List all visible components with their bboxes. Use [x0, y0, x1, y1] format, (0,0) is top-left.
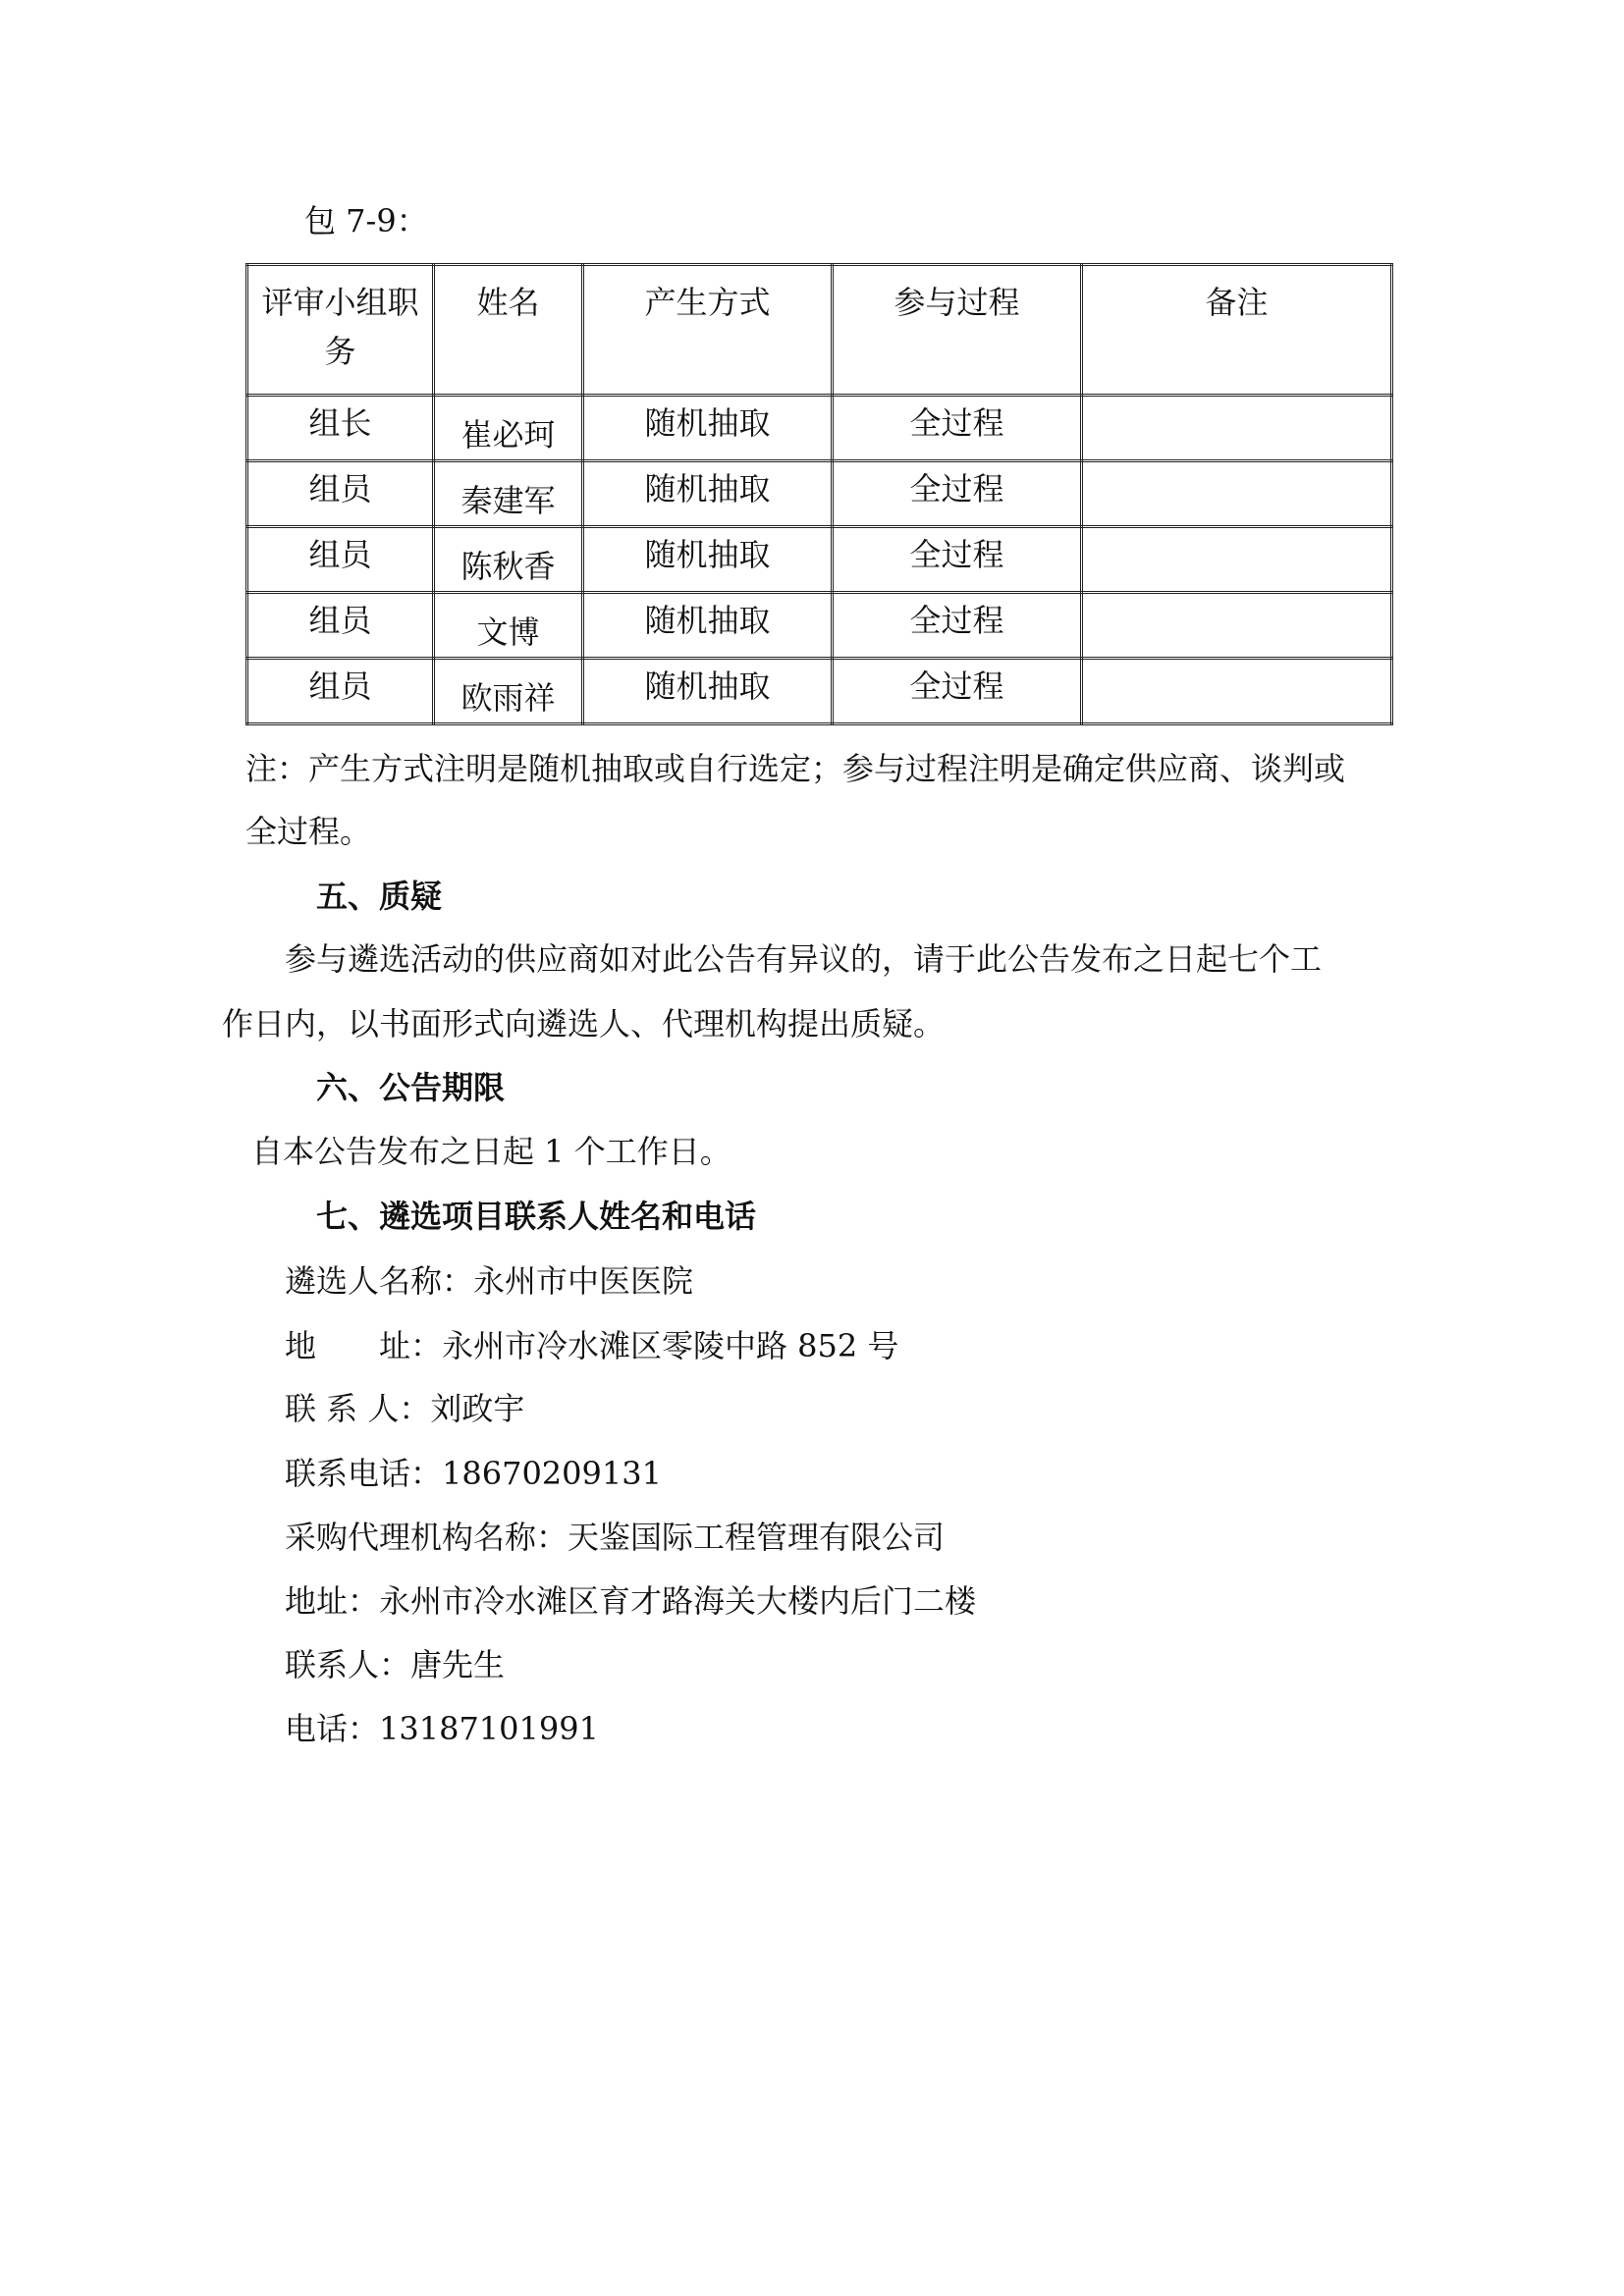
table-note-line-1: 注：产生方式注明是随机抽取或自行选定；参与过程注明是确定供应商、谈判或	[245, 750, 1346, 787]
section-5-line-2: 作日内，以书面形式向遴选人、代理机构提出质疑。	[222, 1005, 946, 1042]
cell-role: 组员	[247, 527, 434, 593]
header-name: 姓名	[434, 265, 583, 396]
contact-agency-name: 采购代理机构名称：天鉴国际工程管理有限公司	[285, 1519, 946, 1556]
contact-selector-name: 遴选人名称：永州市中医医院	[285, 1262, 694, 1300]
section-7-heading: 七、遴选项目联系人姓名和电话	[316, 1198, 757, 1235]
cell-name: 秦建军	[434, 461, 583, 527]
cell-name: 欧雨祥	[434, 659, 583, 724]
cell-remark	[1082, 659, 1392, 724]
section-5-line-1: 参与遴选活动的供应商如对此公告有异议的，请于此公告发布之日起七个工	[285, 940, 1323, 978]
cell-role: 组长	[247, 396, 434, 461]
contact-agency-address: 地址：永州市冷水滩区育才路海关大楼内后门二楼	[285, 1582, 977, 1620]
cell-method: 随机抽取	[583, 396, 833, 461]
table-row	[247, 659, 1392, 724]
cell-process: 全过程	[833, 593, 1082, 659]
cell-remark	[1082, 527, 1392, 593]
cell-method: 随机抽取	[583, 461, 833, 527]
cell-remark	[1082, 461, 1392, 527]
section-6-text: 自本公告发布之日起 1 个工作日。	[251, 1133, 731, 1170]
header-role: 评审小组职务	[247, 265, 434, 396]
cell-method: 随机抽取	[583, 527, 833, 593]
table-row	[247, 593, 1392, 659]
cell-name: 陈秋香	[434, 527, 583, 593]
contact-agency-person: 联系人：唐先生	[285, 1646, 506, 1683]
cell-name: 崔必珂	[434, 396, 583, 461]
review-panel-table	[245, 263, 1393, 725]
header-remark: 备注	[1082, 265, 1392, 396]
table-row	[247, 396, 1392, 461]
cell-role: 组员	[247, 461, 434, 527]
table-row	[247, 461, 1392, 527]
section-6-heading: 六、公告期限	[316, 1069, 506, 1106]
table-row	[247, 527, 1392, 593]
cell-role: 组员	[247, 593, 434, 659]
header-process: 参与过程	[833, 265, 1082, 396]
cell-method: 随机抽取	[583, 659, 833, 724]
contact-agency-phone: 电话：13187101991	[285, 1710, 599, 1747]
cell-method: 随机抽取	[583, 593, 833, 659]
cell-process: 全过程	[833, 396, 1082, 461]
contact-selector-phone: 联系电话：18670209131	[285, 1455, 662, 1492]
cell-process: 全过程	[833, 527, 1082, 593]
table-header-row	[247, 265, 1392, 396]
table-note-line-2: 全过程。	[245, 813, 372, 850]
cell-process: 全过程	[833, 461, 1082, 527]
section-5-heading: 五、质疑	[316, 878, 443, 915]
contact-selector-address: 地 址：永州市冷水滩区零陵中路 852 号	[285, 1327, 899, 1364]
cell-process: 全过程	[833, 659, 1082, 724]
cell-role: 组员	[247, 659, 434, 724]
package-label: 包 7-9：	[304, 202, 428, 240]
cell-remark	[1082, 396, 1392, 461]
cell-name: 文博	[434, 593, 583, 659]
header-method: 产生方式	[583, 265, 833, 396]
cell-remark	[1082, 593, 1392, 659]
contact-selector-person: 联 系 人：刘政宇	[285, 1390, 525, 1427]
